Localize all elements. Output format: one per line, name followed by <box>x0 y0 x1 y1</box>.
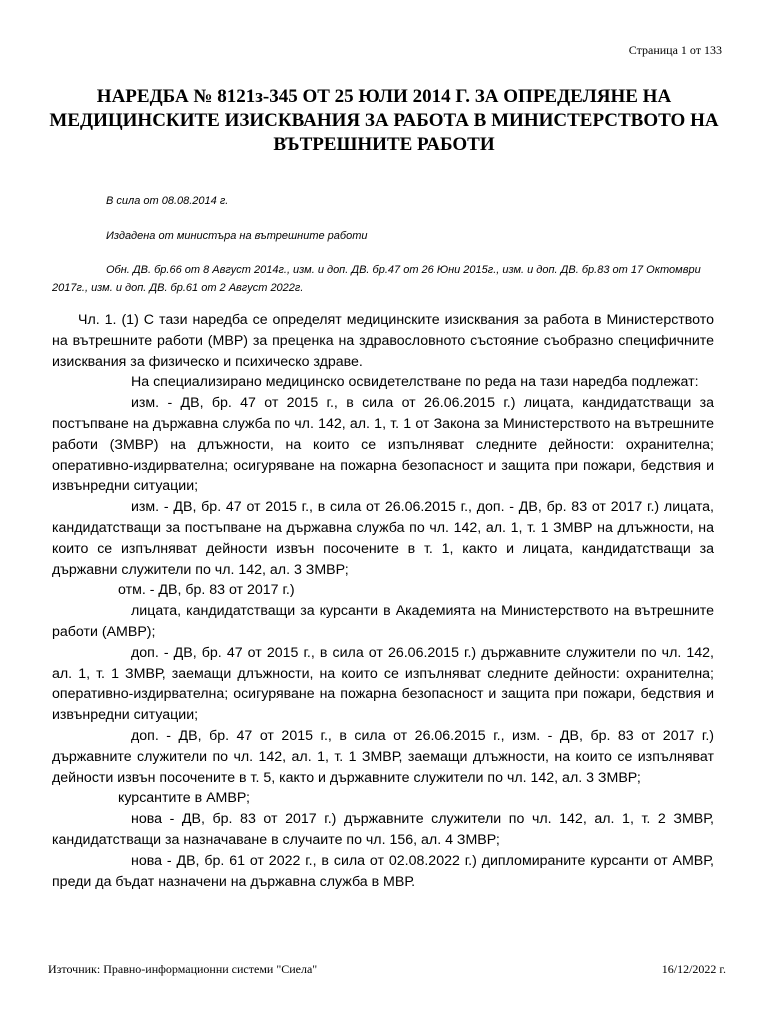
paragraph-item-6: доп. - ДВ, бр. 47 от 2015 г., в сила от 26.06.2015 г., изм. - ДВ, бр. 83 от 2017 г.) държавните служители по чл. 142, ал. 1, т. 1 ЗМВР, заемащи длъжности, на които се изпълняват дейности извън посочените в т. 5, както и държавните служители по чл. 142, ал. 3 ЗМВР; <box>52 727 714 786</box>
page-number: Страница 1 от 133 <box>628 43 722 57</box>
issued-by: Издадена от министъра на вътрешните работи <box>106 230 368 242</box>
paragraph-item-7: курсантите в АМВР; <box>118 790 250 807</box>
paragraph-item-4: лицата, кандидатстващи за курсанти в Академията на Министерството на вътрешните работи (АМВР); <box>52 603 714 640</box>
paragraph-subject-intro: На специализирано медицинско освидетелстване по реда на тази наредба подлежат: <box>131 374 699 391</box>
footer-source: Източник: Правно-информационни системи "Сиела" <box>48 962 318 976</box>
document-title: НАРЕДБА № 8121з-345 ОТ 25 ЮЛИ 2014 Г. ЗА ОПРЕДЕЛЯНЕ НА МЕДИЦИНСКИТЕ ИЗИСКВАНИЯ ЗА РАБОТА В МИНИСТЕРСТВОТО НА ВЪТРЕШНИТЕ РАБОТИ <box>49 86 719 155</box>
footer-date: 16/12/2022 г. <box>661 962 726 976</box>
publication-info: Обн. ДВ. бр.66 от 8 Август 2014г., изм. и доп. ДВ. бр.47 от 26 Юни 2015г., изм. и доп. ДВ. бр.83 от 17 Октомври 2017г., изм. и доп. ДВ. бр.61 от 2 Август 2022г. <box>52 264 701 294</box>
paragraph-item-8: нова - ДВ, бр. 83 от 2017 г.) държавните служители по чл. 142, ал. 1, т. 2 ЗМВР, кандидатстващи за назначаване в случаите по чл. 156, ал. 4 ЗМВР; <box>52 811 714 848</box>
paragraph-article-1: Чл. 1. (1) С тази наредба се определят медицинските изисквания за работа в Министерството на вътрешните работи (МВР) за преценка на здравословното състояние съобразно специфичните изисквания за физическо и психическо здраве. <box>52 312 714 370</box>
in-force-date: В сила от 08.08.2014 г. <box>106 195 229 207</box>
document-body <box>52 310 714 892</box>
paragraph-item-5: доп. - ДВ, бр. 47 от 2015 г., в сила от 26.06.2015 г.) държавните служители по чл. 142, ал. 1, т. 1 ЗМВР, заемащи длъжности, на които се изпълняват следните дейности: охранителна; оперативно-издирвателна; осигуряване на пожарна безопасност и защита при пожари, бедствия и извънредни ситуации; <box>52 644 714 724</box>
paragraph-item-1: изм. - ДВ, бр. 47 от 2015 г., в сила от 26.06.2015 г.) лицата, кандидатстващи за постъпване на държавна служба по чл. 142, ал. 1, т. 1 от Закона за Министерството на вътрешните работи (ЗМВР) на длъжности, на които се изпълняват следните дейности: охранителна; оперативно-издирвателна; осигуряване на пожарна безопасност и защита при пожари, бедствия и извънредни ситуации; <box>52 395 714 495</box>
paragraph-item-3: отм. - ДВ, бр. 83 от 2017 г.) <box>118 582 295 599</box>
paragraph-item-9: нова - ДВ, бр. 61 от 2022 г., в сила от 02.08.2022 г.) дипломираните курсанти от АМВР, преди да бъдат назначени на държавна служба в МВР. <box>52 852 714 890</box>
paragraph-item-2: изм. - ДВ, бр. 47 от 2015 г., в сила от 26.06.2015 г., доп. - ДВ, бр. 83 от 2017 г.) лицата, кандидатстващи за постъпване на държавна служба по чл. 142, ал. 1, т. 1 ЗМВР на длъжности, на които се изпълняват дейности извън посочените в т. 1, както и лицата, кандидатстващи за държавни служители по чл. 142, ал. 3 ЗМВР; <box>52 499 714 578</box>
